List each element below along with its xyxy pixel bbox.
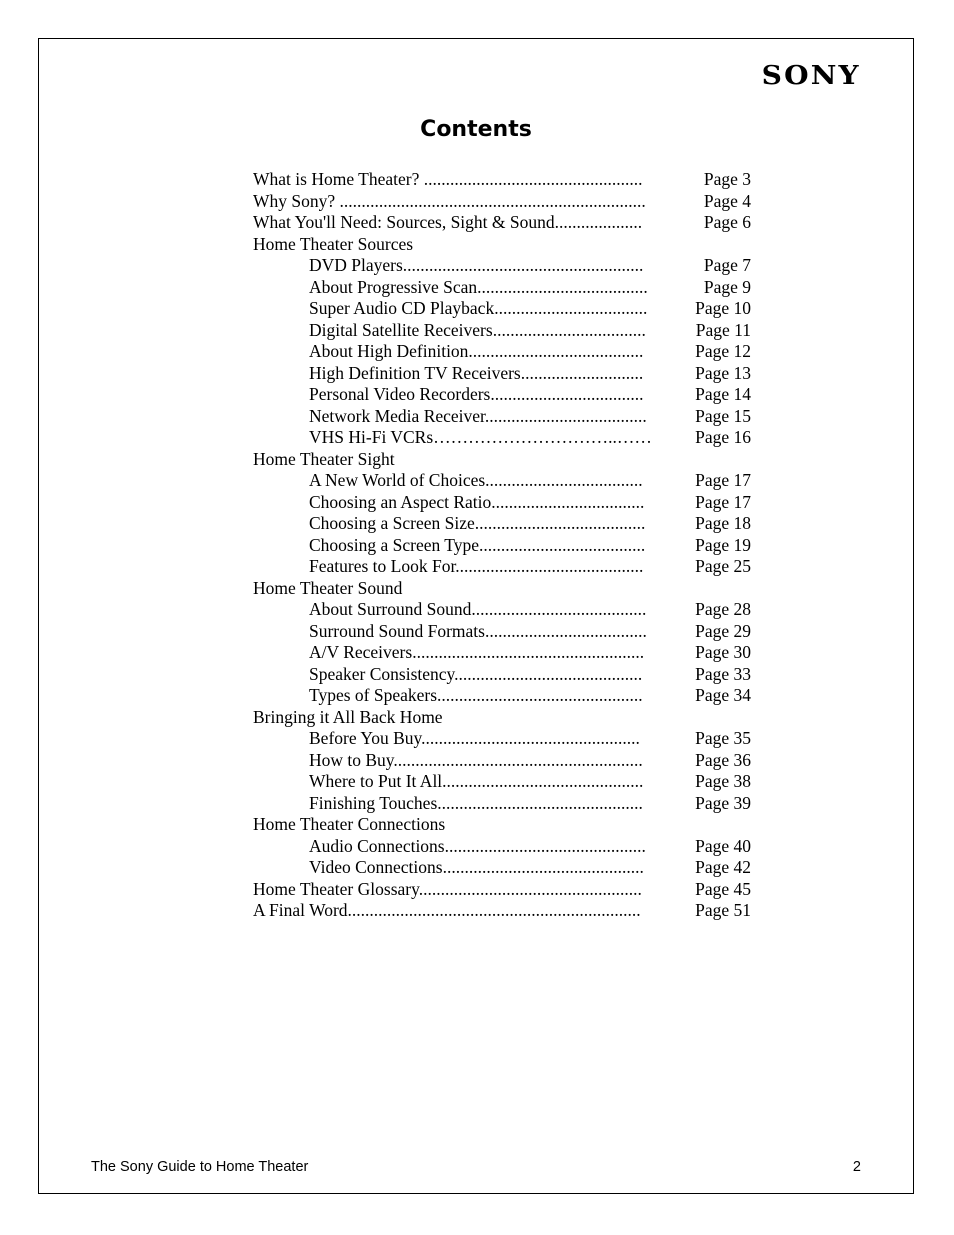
toc-entry-text: Bringing it All Back Home xyxy=(253,706,443,727)
toc-subentry xyxy=(253,384,753,406)
toc-entry-row xyxy=(253,707,753,729)
toc-page-number: Page 14 xyxy=(695,384,751,404)
toc-page-number: Page 4 xyxy=(703,190,751,211)
toc-page-number: Page 17 xyxy=(695,470,751,490)
toc-entry-text: Video Connections.............................................. xyxy=(309,857,644,877)
toc-page-number: Page 13 xyxy=(695,362,751,383)
toc-subentry xyxy=(253,685,753,707)
toc-entry-row xyxy=(253,879,753,901)
toc-entry-text: About High Definition........................................ xyxy=(309,341,644,361)
footer-document-title: The Sony Guide to Home Theater xyxy=(91,1159,309,1175)
toc-page-number: Page 28 xyxy=(695,599,751,619)
toc-page-number: Page 15 xyxy=(695,405,751,426)
toc-page-number: Page 19 xyxy=(695,534,751,555)
toc-entry-text: Before You Buy.................................................. xyxy=(309,728,640,748)
toc-page-number: Page 11 xyxy=(695,319,751,340)
toc-entry-text: A New World of Choices.................................... xyxy=(309,470,643,490)
toc-entry-text: Audio Connections.............................................. xyxy=(309,835,646,856)
toc-page-number: Page 17 xyxy=(695,491,751,512)
toc-entry-text: Home Theater Sight xyxy=(253,448,395,469)
toc-subentry xyxy=(253,427,753,449)
toc-entry-text: Home Theater Connections xyxy=(253,814,446,834)
toc-subentry xyxy=(253,621,753,643)
toc-subentry xyxy=(253,513,753,535)
toc-entry-row xyxy=(253,212,753,234)
toc-entry-text: A/V Receivers..................................................... xyxy=(309,642,645,662)
toc-entry-text: About Surround Sound........................................ xyxy=(309,599,647,619)
toc-entry-row xyxy=(253,900,753,922)
toc-subentry xyxy=(253,836,753,858)
document-page xyxy=(38,38,914,1194)
toc-subentry xyxy=(253,857,753,879)
toc-subentry xyxy=(253,363,753,385)
toc-entry-text: Where to Put It All.............................................. xyxy=(309,771,644,791)
toc-page-number: Page 10 xyxy=(695,298,751,318)
toc-subentry xyxy=(253,255,753,277)
toc-page-number: Page 42 xyxy=(695,857,751,877)
toc-entry-text: Home Theater Glossary................................................... xyxy=(253,878,642,899)
toc-subentry xyxy=(253,556,753,578)
toc-subentry xyxy=(253,298,753,320)
toc-entry-text: Choosing a Screen Type...................................... xyxy=(309,534,646,555)
toc-page-number: Page 45 xyxy=(695,878,751,899)
toc-subentry xyxy=(253,750,753,772)
toc-entry-text: Digital Satellite Receivers................................... xyxy=(309,319,646,340)
toc-subentry xyxy=(253,406,753,428)
toc-page-number: Page 40 xyxy=(695,835,751,856)
toc-entry-text: Features to Look For........................................... xyxy=(309,556,644,576)
toc-page-number: Page 18 xyxy=(695,513,751,533)
toc-page-number: Page 3 xyxy=(703,169,751,189)
toc-entry-text: About Progressive Scan....................................... xyxy=(309,276,648,297)
sony-logo: SONY xyxy=(761,61,861,91)
toc-subentry xyxy=(253,642,753,664)
toc-subentry xyxy=(253,728,753,750)
toc-page-number: Page 34 xyxy=(695,685,751,705)
footer-page-number: 2 xyxy=(852,1159,861,1175)
toc-page-number: Page 6 xyxy=(703,212,751,232)
toc-page-number: Page 29 xyxy=(695,620,751,641)
toc-entry-row xyxy=(253,449,753,471)
toc-entry-text: Home Theater Sources xyxy=(253,233,414,254)
toc-page-number: Page 51 xyxy=(695,900,751,920)
toc-entry-text: Super Audio CD Playback................................... xyxy=(309,298,648,318)
toc-page-number: Page 33 xyxy=(695,663,751,684)
toc-subentry xyxy=(253,664,753,686)
toc-entry-row xyxy=(253,814,753,836)
toc-entry-text: How to Buy......................................................... xyxy=(309,749,643,770)
toc-page-number: Page 39 xyxy=(695,792,751,813)
toc-entry-text: Network Media Receiver..................................... xyxy=(309,405,647,426)
toc-entry-row xyxy=(253,578,753,600)
toc-entry-text: Surround Sound Formats..................................... xyxy=(309,620,647,641)
toc-entry-text: Types of Speakers............................................... xyxy=(309,685,643,705)
toc-entry-text: A Final Word................................................................... xyxy=(253,900,641,920)
toc-entry-text: Why Sony? ...................................................................... xyxy=(253,190,646,211)
toc-subentry xyxy=(253,771,753,793)
toc-entry-text: VHS Hi-Fi VCRs…………………………..…… xyxy=(309,427,652,447)
toc-entry-text: Finishing Touches............................................... xyxy=(309,792,643,813)
toc-entry-row xyxy=(253,234,753,256)
toc-subentry xyxy=(253,535,753,557)
toc-subentry xyxy=(253,492,753,514)
toc-subentry xyxy=(253,470,753,492)
toc-subentry xyxy=(253,277,753,299)
toc-entry-text: Home Theater Sound xyxy=(253,577,403,598)
toc-entry-text: Personal Video Recorders................................... xyxy=(309,384,644,404)
toc-page-number: Page 30 xyxy=(695,642,751,662)
toc-page-number: Page 12 xyxy=(695,341,751,361)
toc-subentry xyxy=(253,341,753,363)
toc-entry-text: What is Home Theater? .................................................. xyxy=(253,169,643,189)
toc-page-number: Page 38 xyxy=(695,771,751,791)
toc-entry-row xyxy=(253,169,753,191)
toc-page-number: Page 36 xyxy=(695,749,751,770)
toc-entry-text: High Definition TV Receivers............................ xyxy=(309,362,644,383)
toc-entry-text: What You'll Need: Sources, Sight & Sound.................... xyxy=(253,212,643,232)
toc-page-number: Page 25 xyxy=(695,556,751,576)
toc-page-number: Page 7 xyxy=(703,255,751,275)
toc-entry-text: Choosing a Screen Size....................................... xyxy=(309,513,646,533)
toc-entry-text: DVD Players....................................................... xyxy=(309,255,644,275)
toc-subentry xyxy=(253,320,753,342)
toc-entry-row xyxy=(253,191,753,213)
toc-entry-text: Speaker Consistency........................................... xyxy=(309,663,643,684)
table-of-contents xyxy=(253,169,753,922)
toc-page-number: Page 35 xyxy=(695,728,751,748)
toc-entry-text: Choosing an Aspect Ratio................................... xyxy=(309,491,645,512)
toc-page-number: Page 16 xyxy=(695,427,751,447)
page-title: Contents xyxy=(420,117,532,142)
toc-page-number: Page 9 xyxy=(703,276,751,297)
toc-subentry xyxy=(253,599,753,621)
toc-subentry xyxy=(253,793,753,815)
